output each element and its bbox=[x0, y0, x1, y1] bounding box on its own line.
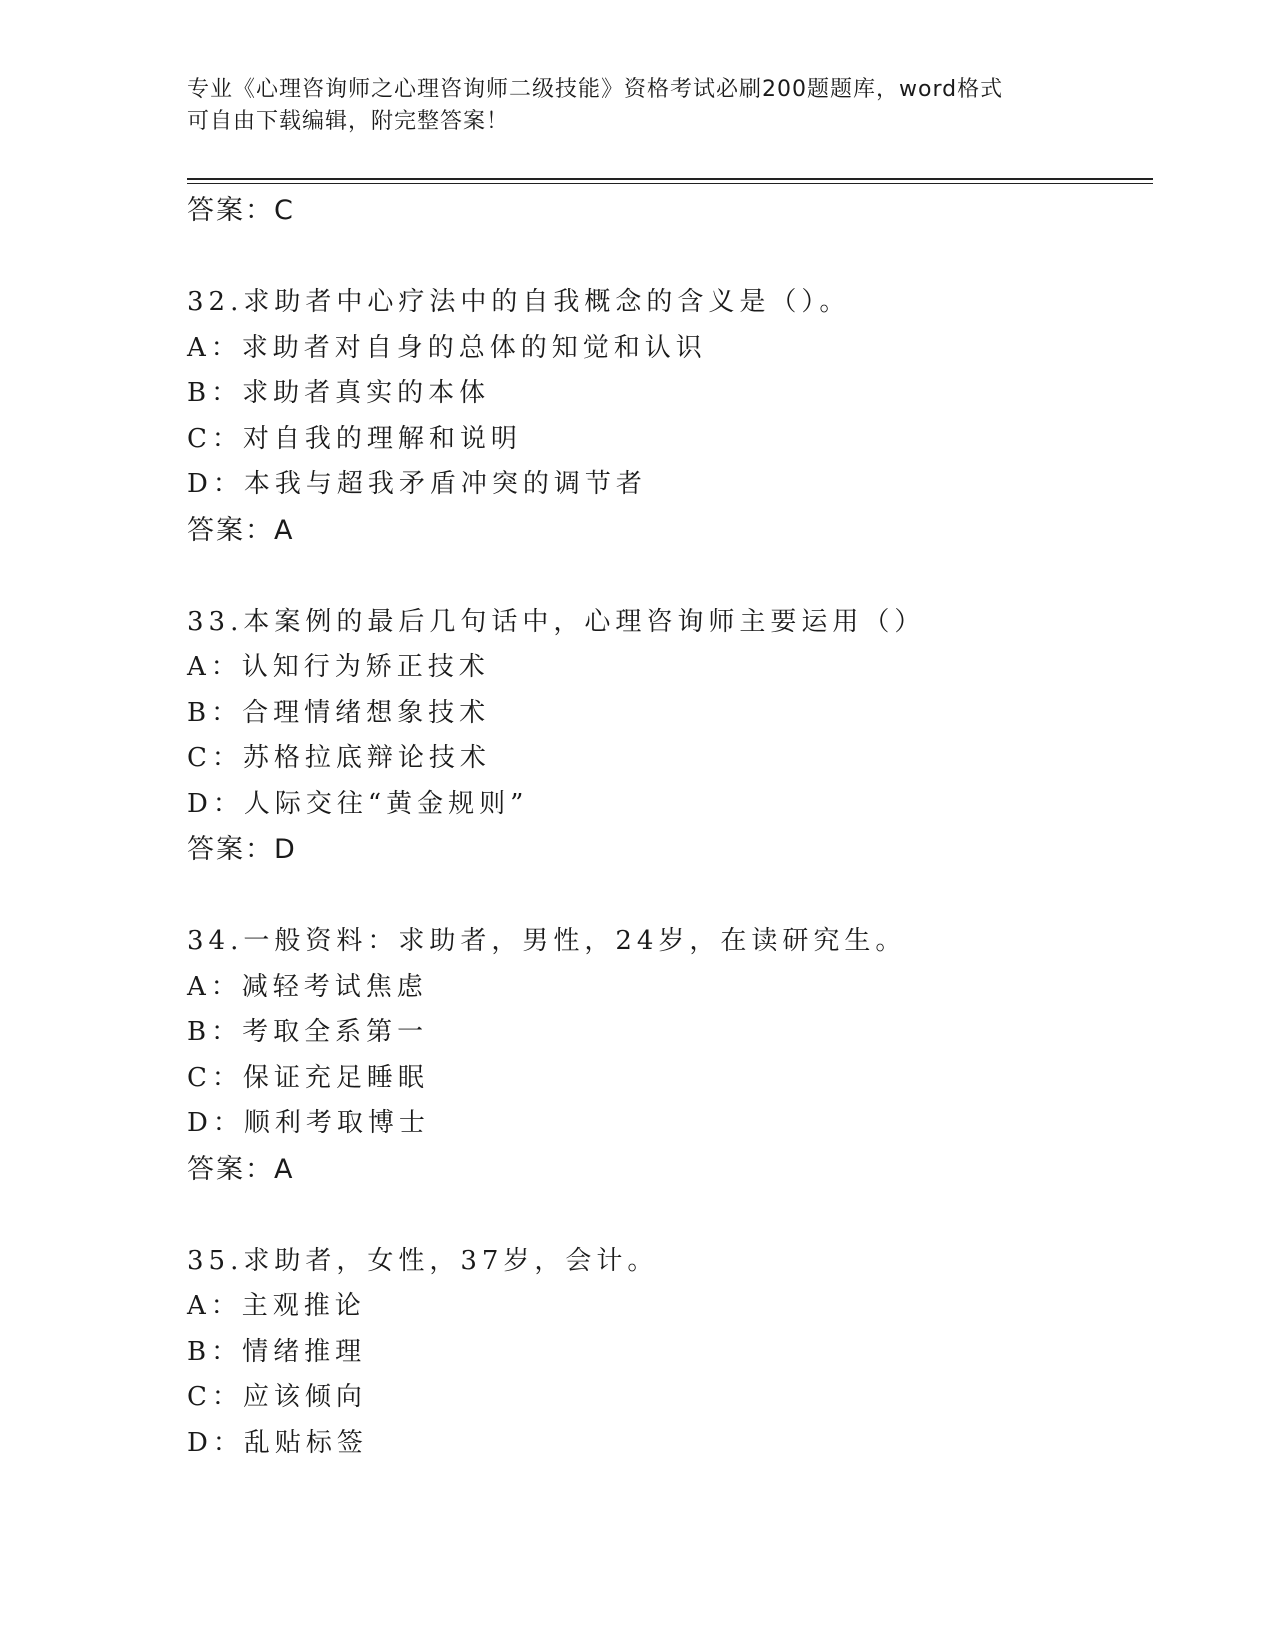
question-list bbox=[187, 188, 1147, 1466]
option-b: B：考取全系第一 bbox=[187, 1017, 429, 1047]
question-block bbox=[187, 600, 1147, 874]
question-stem: 34.一般资料：求助者，男性，24岁，在读研究生。 bbox=[187, 926, 907, 956]
answer-line: 答案：D bbox=[187, 834, 297, 865]
option-d: D：本我与超我矛盾冲突的调节者 bbox=[187, 469, 647, 499]
option-c: C：苏格拉底辩论技术 bbox=[187, 743, 491, 773]
option-a: A：主观推论 bbox=[187, 1291, 366, 1321]
header-title-line-1: 专业《心理咨询师之心理咨询师二级技能》资格考试必刷200题题库，word格式 bbox=[187, 77, 1004, 102]
option-b: B：合理情绪想象技术 bbox=[187, 697, 491, 728]
header-divider bbox=[187, 178, 1153, 184]
answer-line: 答案：A bbox=[187, 514, 295, 546]
question-stem: 32.求助者中心疗法中的自我概念的含义是（）。 bbox=[187, 287, 851, 317]
option-a: A：认知行为矫正技术 bbox=[187, 652, 490, 682]
option-b: B：求助者真实的本体 bbox=[187, 378, 491, 408]
option-c: C：应该倾向 bbox=[187, 1382, 367, 1412]
question-block bbox=[187, 919, 1147, 1193]
question-stem: 33.本案例的最后几句话中，心理咨询师主要运用（） bbox=[187, 606, 926, 637]
document-header bbox=[187, 74, 1087, 138]
option-d: D：人际交往“黄金规则” bbox=[187, 788, 529, 819]
answer-line: 答案：A bbox=[187, 1153, 295, 1185]
option-c: C：对自我的理解和说明 bbox=[187, 423, 522, 454]
option-a: A：求助者对自身的总体的知觉和认识 bbox=[187, 332, 707, 363]
answer-line: 答案：C bbox=[187, 195, 295, 226]
option-d: D：顺利考取博士 bbox=[187, 1108, 430, 1138]
question-stem: 35.求助者，女性，37岁，会计。 bbox=[187, 1245, 659, 1276]
question-block bbox=[187, 1239, 1147, 1467]
option-b: B：情绪推理 bbox=[187, 1336, 367, 1367]
option-d: D：乱贴标签 bbox=[187, 1427, 368, 1458]
header-title-line-2: 可自由下载编辑，附完整答案！ bbox=[187, 109, 510, 134]
option-c: C：保证充足睡眠 bbox=[187, 1062, 429, 1093]
question-block bbox=[187, 280, 1147, 554]
option-a: A：减轻考试焦虑 bbox=[187, 971, 428, 1002]
